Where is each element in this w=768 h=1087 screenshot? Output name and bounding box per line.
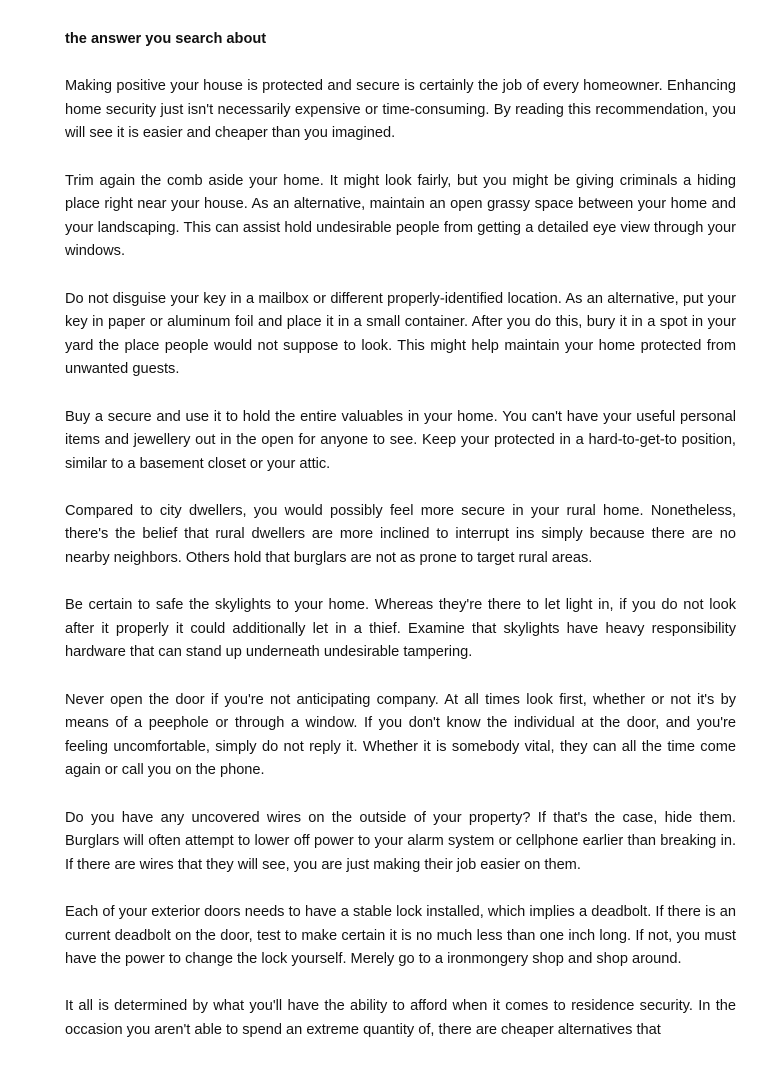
paragraph-9: Each of your exterior doors needs to have a stable lock installed, which implies a deadbolt. If there is an current deadbolt on the door, test to make certain it is no much less than one inch long. If not, you must have the power to change the lock yourself. Merely go to a ironmongery shop and shop around. xyxy=(65,903,736,968)
document-title: the answer you search about xyxy=(65,31,267,47)
document-page xyxy=(65,28,736,1066)
paragraph-6: Be certain to safe the skylights to your home. Whereas they're there to let light in, if you do not look after it properly it could additionally let in a thief. Examine that skylights have heavy responsibility hardware that can stand up underneath undesirable tampering. xyxy=(65,597,736,661)
paragraph-2: Trim again the comb aside your home. It might look fairly, but you might be giving criminals a hiding place right near your house. As an alternative, maintain an open grassy space between your home and your landscaping. This can assist hold undesirable people from getting a detailed eye view through your windows. xyxy=(65,172,736,260)
paragraph-4: Buy a secure and use it to hold the entire valuables in your home. You can't have your useful personal items and jewellery out in the open for anyone to see. Keep your protected in a hard-to-get-to position, similar to a basement closet or your attic. xyxy=(65,408,736,472)
paragraph-1: Making positive your house is protected and secure is certainly the job of every homeowner. Enhancing home security just isn't necessarily expensive or time-consuming. By reading this recommendation, you will see it is easier and cheaper than you imagined. xyxy=(65,78,736,142)
paragraph-7: Never open the door if you're not anticipating company. At all times look first, whether or not it's by means of a peephole or through a window. If you don't know the individual at the door, and you're feeling uncomfortable, simply do not reply it. Whether it is somebody vital, they can all the time come again or call you on the phone. xyxy=(65,691,736,779)
paragraph-8: Do you have any uncovered wires on the outside of your property? If that's the case, hide them. Burglars will often attempt to lower off power to your alarm system or cellphone earlier than breaking in. If there are wires that they will see, you are just making their job easier on them. xyxy=(65,809,736,873)
paragraph-3: Do not disguise your key in a mailbox or different properly-identified location. As an alternative, put your key in paper or aluminum foil and place it in a small container. After you do this, bury it in a spot in your yard the place people would not suppose to look. This might help maintain your home protected from unwanted guests. xyxy=(65,290,736,378)
paragraph-5: Compared to city dwellers, you would possibly feel more secure in your rural home. Nonetheless, there's the belief that rural dwellers are more inclined to interrupt ins simply because there are no nearby neighbors. Others hold that burglars are not as prone to target rural areas. xyxy=(65,502,736,567)
paragraph-10: It all is determined by what you'll have the ability to afford when it comes to residence security. In the occasion you aren't able to spend an extreme quantity of, there are cheaper alternatives that xyxy=(65,998,736,1038)
